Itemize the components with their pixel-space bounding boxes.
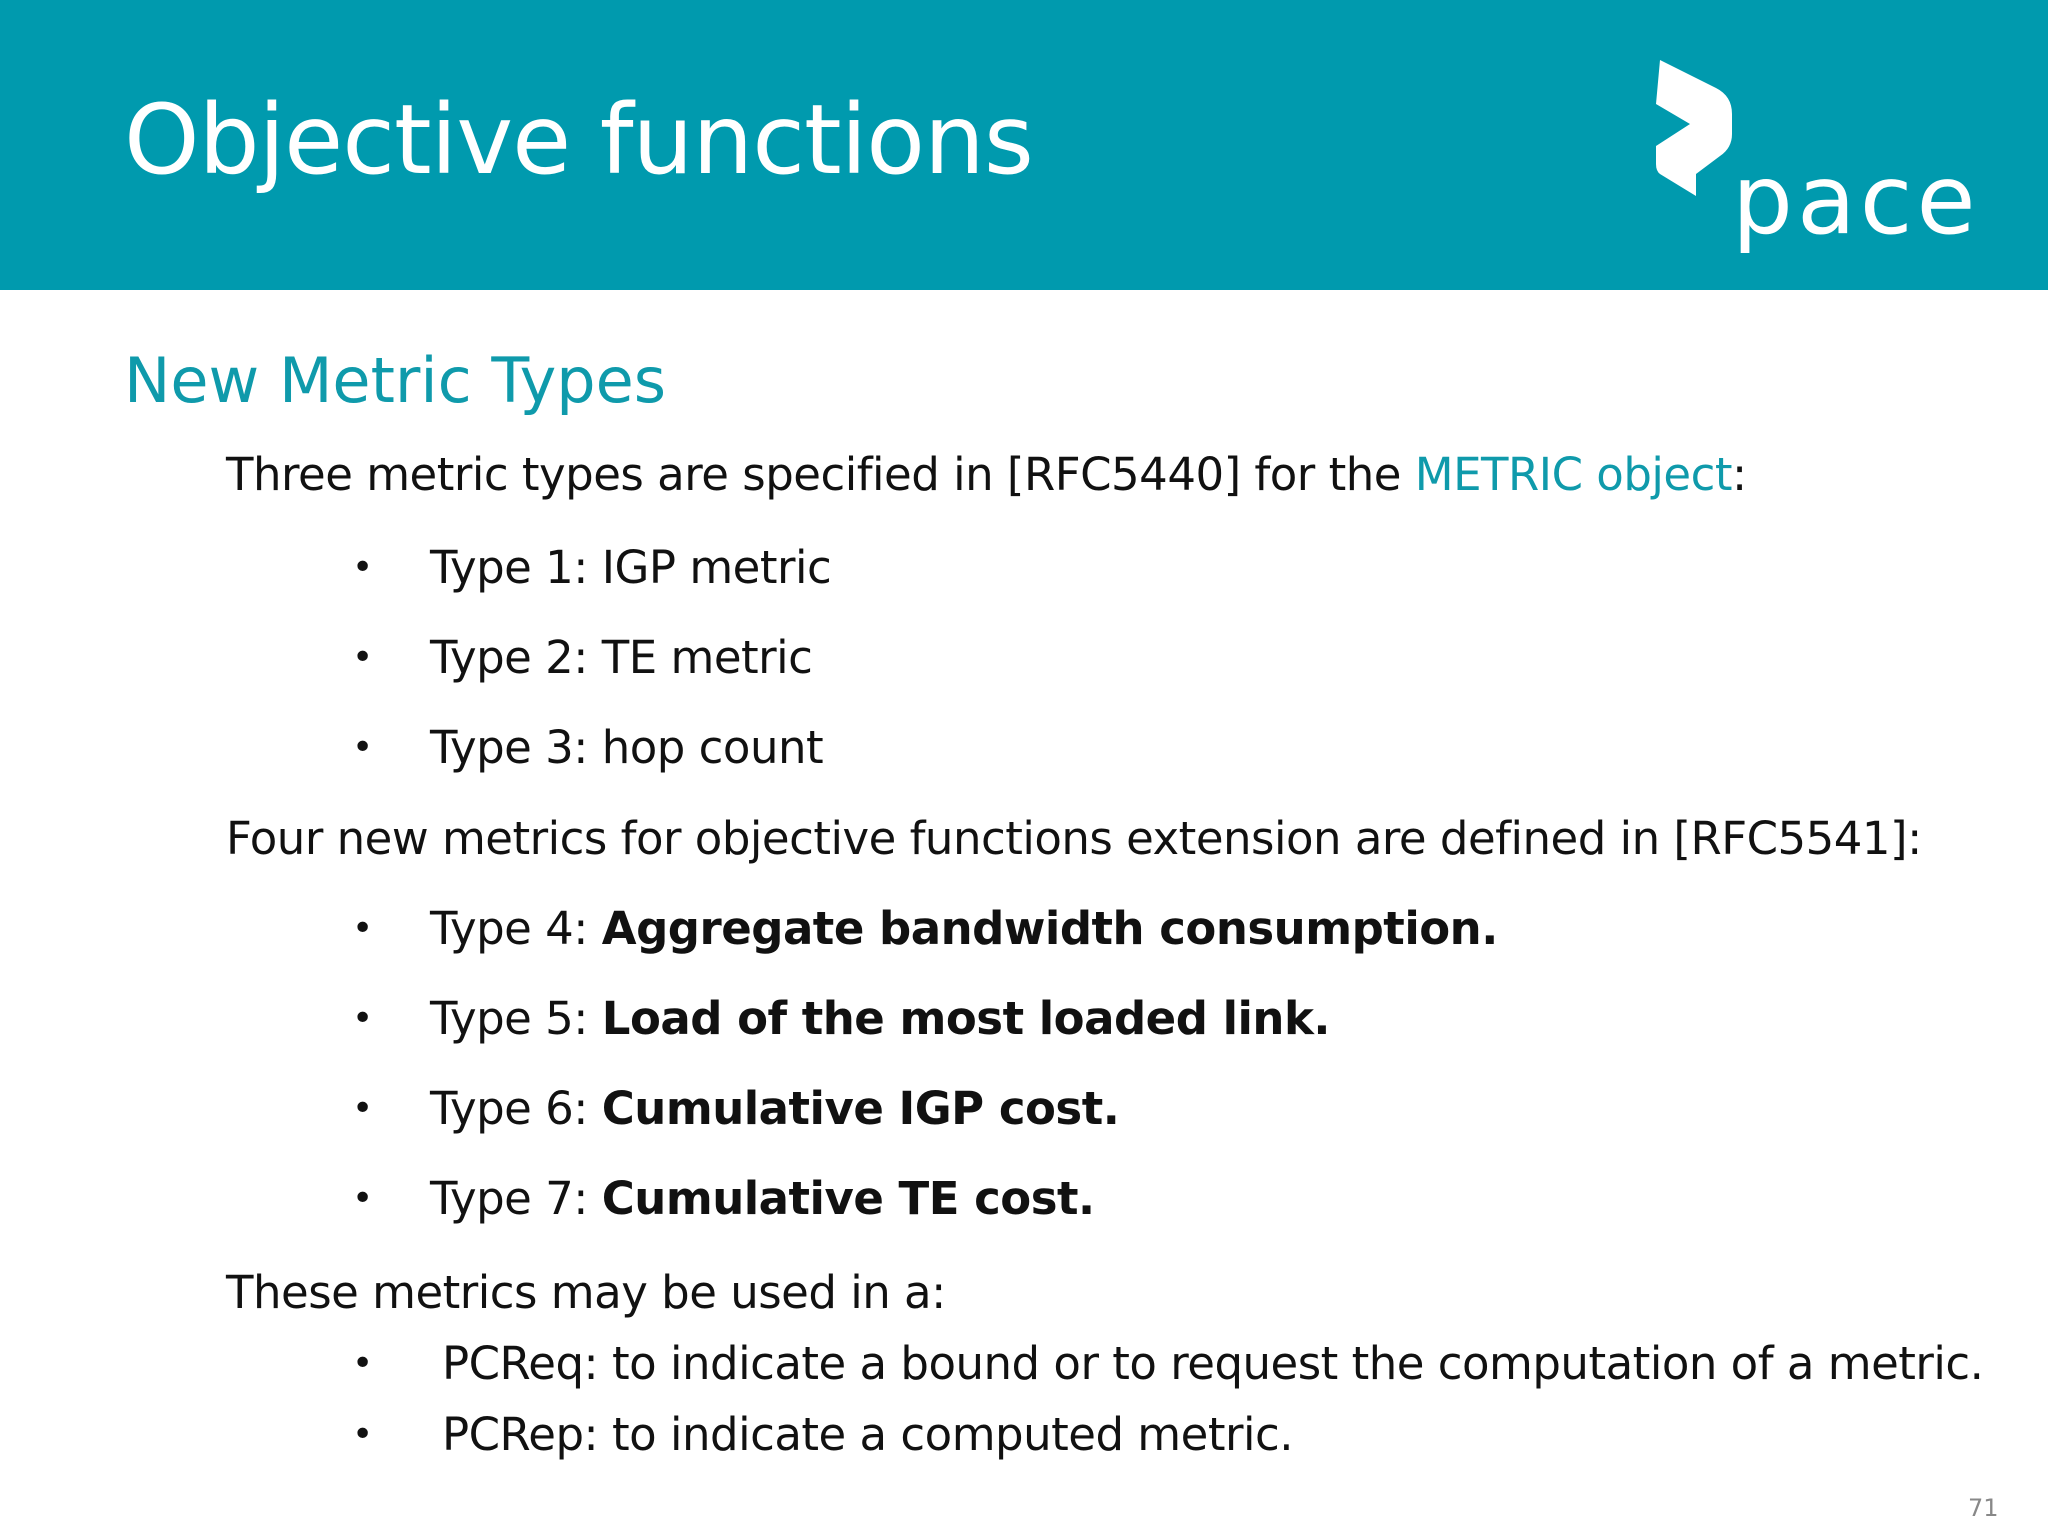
list-item-text: Type 3: hop count: [430, 721, 824, 774]
list-item-text: [430, 1172, 1095, 1225]
type-prefix: Type 7:: [430, 1172, 602, 1225]
type-prefix: Type 6:: [430, 1082, 602, 1135]
type-description: Cumulative TE cost.: [601, 1172, 1095, 1225]
usage-intro: These metrics may be used in a:: [226, 1266, 946, 1319]
bullet: •: [352, 727, 373, 768]
bullet: •: [352, 908, 373, 949]
list-item-text: PCRep: to indicate a computed metric.: [442, 1408, 1294, 1461]
intro-rfc5541: Four new metrics for objective functions extension are defined in [RFC5541]:: [226, 812, 1922, 865]
type-description: Load of the most loaded link.: [601, 992, 1330, 1045]
logo-text: pace: [1732, 144, 1980, 256]
list-item-text: [430, 992, 1330, 1045]
page-number: 71: [1968, 1494, 1999, 1522]
type-description: Cumulative IGP cost.: [601, 1082, 1120, 1135]
list-item-text: [430, 902, 1498, 955]
list-item-text: [430, 1082, 1120, 1135]
slide-title: Objective functions: [124, 84, 1033, 196]
intro-rfc5440: [226, 448, 1747, 501]
bullet: •: [352, 637, 373, 678]
section-heading: New Metric Types: [124, 344, 667, 417]
intro-rfc5440-text: Three metric types are specified in [RFC5440] for the: [226, 448, 1415, 501]
header-banner: [0, 0, 2048, 290]
bullet: •: [352, 1178, 373, 1219]
bullet: •: [352, 1088, 373, 1129]
type-prefix: Type 5:: [430, 992, 602, 1045]
bullet: •: [352, 998, 373, 1039]
bullet: •: [352, 547, 373, 588]
metric-object-term: METRIC object: [1414, 448, 1732, 501]
bullet: •: [352, 1343, 373, 1384]
intro-rfc5440-suffix: :: [1731, 448, 1747, 501]
bullet: •: [352, 1414, 373, 1455]
type-description: Aggregate bandwidth consumption.: [601, 902, 1498, 955]
list-item-text: Type 1: IGP metric: [430, 541, 832, 594]
type-prefix: Type 4:: [430, 902, 602, 955]
list-item-text: Type 2: TE metric: [430, 631, 813, 684]
list-item-text: PCReq: to indicate a bound or to request the computation of a metric.: [442, 1337, 1984, 1390]
pace-logo: [1650, 56, 2010, 266]
